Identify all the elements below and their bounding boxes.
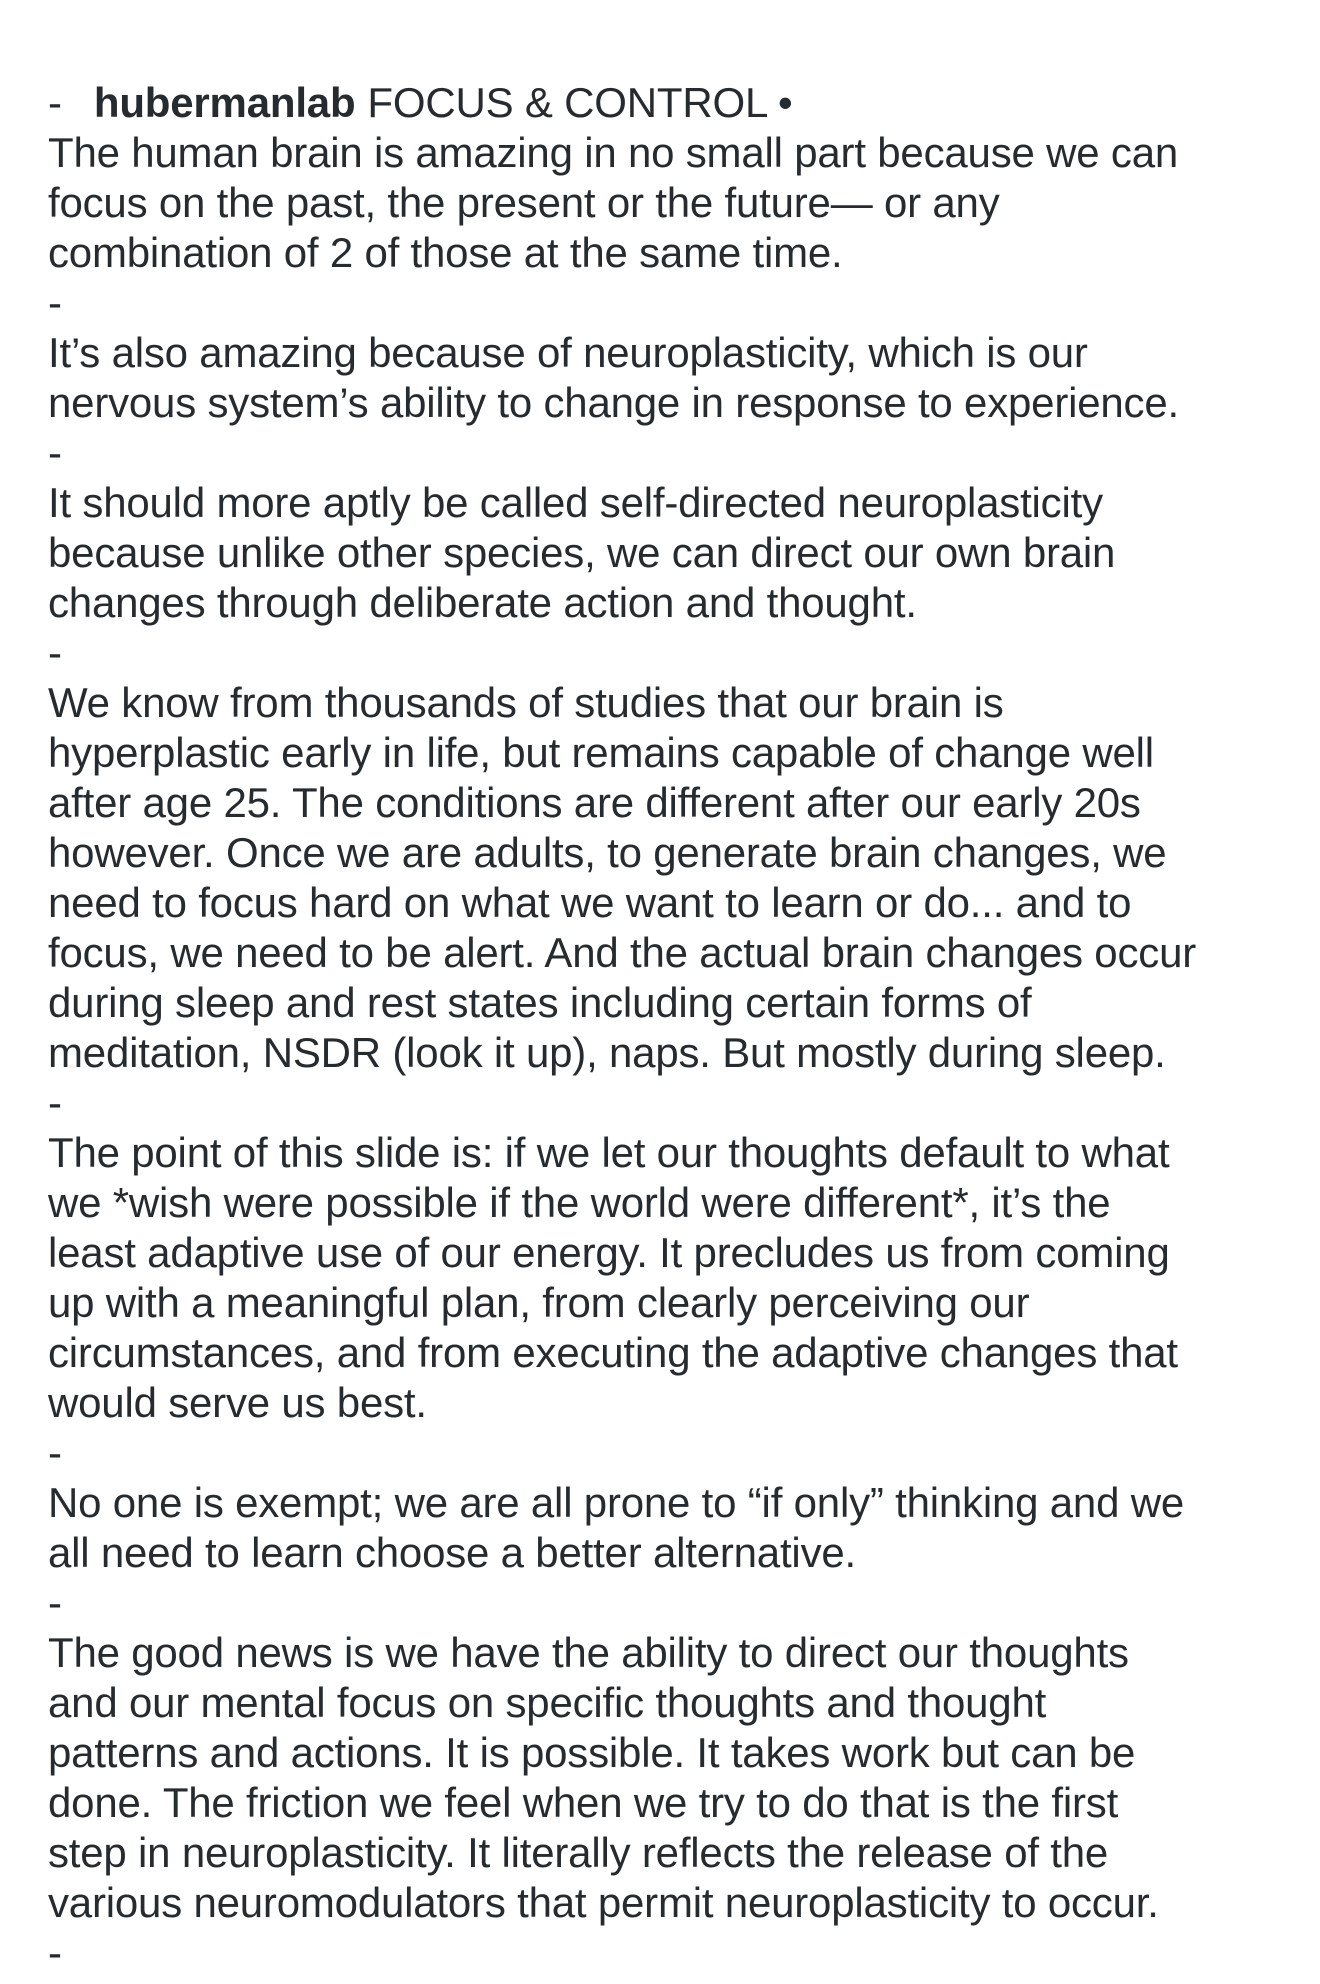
caption-line: The good news is we have the ability to direct our thoughts (48, 1629, 1129, 1676)
caption-line: need to focus hard on what we want to learn or do... and to (48, 879, 1132, 926)
caption-line: all need to learn choose a better alternative. (48, 1529, 856, 1576)
caption-line: circumstances, and from executing the adaptive changes that (48, 1329, 1178, 1376)
caption-line: patterns and actions. It is possible. It takes work but can be (48, 1729, 1136, 1776)
caption-line: during sleep and rest states including certain forms of (48, 979, 1032, 1026)
caption-line: because unlike other species, we can direct our own brain (48, 529, 1116, 576)
caption-line: nervous system’s ability to change in response to experience. (48, 379, 1179, 426)
caption-line: least adaptive use of our energy. It precludes us from coming (48, 1229, 1170, 1276)
caption-body (48, 78, 1284, 1978)
caption-line: The point of this slide is: if we let our thoughts default to what (48, 1129, 1170, 1176)
caption-line: would serve us best. (48, 1379, 427, 1426)
caption-line: various neuromodulators that permit neuroplasticity to occur. (48, 1879, 1159, 1926)
paragraph-divider: - (48, 79, 62, 126)
caption-line: and our mental focus on specific thoughts and thought (48, 1679, 1047, 1726)
author-username[interactable]: hubermanlab (93, 79, 356, 126)
paragraph-divider: - (48, 1079, 62, 1126)
caption-line: done. The friction we feel when we try to do that is the first (48, 1779, 1119, 1826)
paragraph-divider: - (48, 1429, 62, 1476)
paragraph-divider: - (48, 1929, 62, 1976)
caption-line: focus, we need to be alert. And the actual brain changes occur (48, 929, 1197, 976)
caption-line: we *wish were possible if the world were different*, it’s the (48, 1179, 1111, 1226)
caption-line: It’s also amazing because of neuroplasticity, which is our (48, 329, 1088, 376)
paragraph-divider: - (48, 1579, 62, 1626)
caption-line: changes through deliberate action and thought. (48, 579, 917, 626)
paragraph-divider: - (48, 629, 62, 676)
caption-line: after age 25. The conditions are different after our early 20s (48, 779, 1141, 826)
caption-line: The human brain is amazing in no small part because we can (48, 129, 1179, 176)
caption-line: however. Once we are adults, to generate brain changes, we (48, 829, 1167, 876)
caption-header (48, 28, 1284, 126)
caption-line: step in neuroplasticity. It literally reflects the release of the (48, 1829, 1109, 1876)
paragraph-divider: - (48, 429, 62, 476)
caption-line: We know from thousands of studies that our brain is (48, 679, 1004, 726)
paragraph-divider: - (48, 279, 62, 326)
caption-line: combination of 2 of those at the same time. (48, 229, 843, 276)
caption-line: up with a meaningful plan, from clearly perceiving our (48, 1279, 1030, 1326)
caption-line: No one is exempt; we are all prone to “if only” thinking and we (48, 1479, 1185, 1526)
caption-line: focus on the past, the present or the future— or any (48, 179, 1000, 226)
post-title: FOCUS & CONTROL • (367, 79, 793, 126)
caption-line: meditation, NSDR (look it up), naps. But mostly during sleep. (48, 1029, 1166, 1076)
caption-line: It should more aptly be called self-directed neuroplasticity (48, 479, 1103, 526)
caption-line: hyperplastic early in life, but remains capable of change well (48, 729, 1154, 776)
